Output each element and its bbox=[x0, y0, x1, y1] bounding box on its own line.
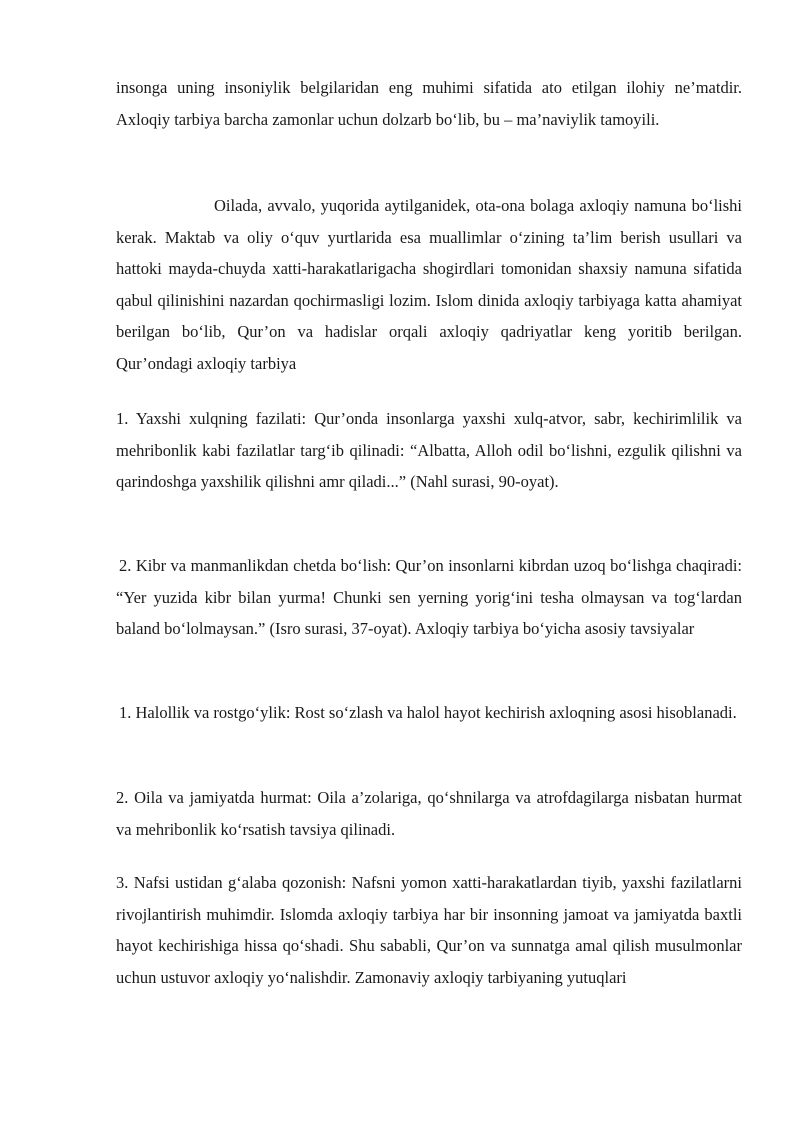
paragraph-intro-continuation: insonga uning insoniylik belgilaridan eng muhimi sifatida ato etilgan ilohiy ne’matdir. Axloqiy tarbiya barcha zamonlar uchun dolzarb bo‘lib, bu – ma’naviylik tamoyili. bbox=[116, 78, 742, 129]
paragraph-honesty: 1. Halollik va rostgo‘ylik: Rost so‘zlash va halol hayot kechirish axloqning asosi hisoblanadi. bbox=[119, 703, 737, 722]
paragraph-family-school-example: Oilada, avvalo, yuqorida aytilganidek, ota-ona bolaga axloqiy namuna bo‘lishi kerak. Maktab va oliy o‘quv yurtlarida esa muallimlar o‘zining ta’lim berish usullari va hattoki mayda-chuyda xatti-harakatlarigacha shogirdlari tomonidan shaxsiy namuna sifatida qabul qilinishini nazardan qochirmasligi lozim. Islom dinida axloqiy tarbiyaga katta ahamiyat berilgan bo‘lib, Qur’on va hadislar orqali axloqiy qadriyatlar keng yoritib berilgan. Qur’ondagi axloqiy tarbiya bbox=[116, 196, 742, 373]
paragraph-respect: 2. Oila va jamiyatda hurmat: Oila a’zolariga, qo‘shnilarga va atrofdagilarga nisbatan hurmat va mehribonlik ko‘rsatish tavsiya qilinadi. bbox=[116, 788, 742, 839]
paragraph-good-character: 1. Yaxshi xulqning fazilati: Qur’onda insonlarga yaxshi xulq-atvor, sabr, kechirimlilik va mehribonlik kabi fazilatlar targ‘ib qilinadi: “Albatta, Alloh odil bo‘lishni, ezgulik qilishni va qarindoshga yaxshilik qilishni amr qiladi...” (Nahl surasi, 90-oyat). bbox=[116, 409, 742, 491]
paragraph-self-control: 3. Nafsi ustidan g‘alaba qozonish: Nafsni yomon xatti-harakatlardan tiyib, yaxshi fazilatlarni rivojlantirish muhimdir. Islomda axloqiy tarbiya har bir insonning jamoat va jamiyatda baxtli hayot kechirishiga hissa qo‘shadi. Shu sababli, Qur’on va sunnatga amal qilish musulmonlar uchun ustuvor axloqiy yo‘nalishdir. Zamonaviy axloqiy tarbiyaning yutuqlari bbox=[116, 873, 742, 987]
paragraph-avoid-arrogance: 2. Kibr va manmanlikdan chetda bo‘lish: Qur’on insonlarni kibrdan uzoq bo‘lishga chaqiradi: “Yer yuzida kibr bilan yurma! Chunki sen yerning yorig‘ini tesha olmaysan va tog‘lardan baland bo‘lolmaysan.” (Isro surasi, 37-oyat). Axloqiy tarbiya bo‘yicha asosiy tavsiyalar bbox=[116, 556, 742, 638]
